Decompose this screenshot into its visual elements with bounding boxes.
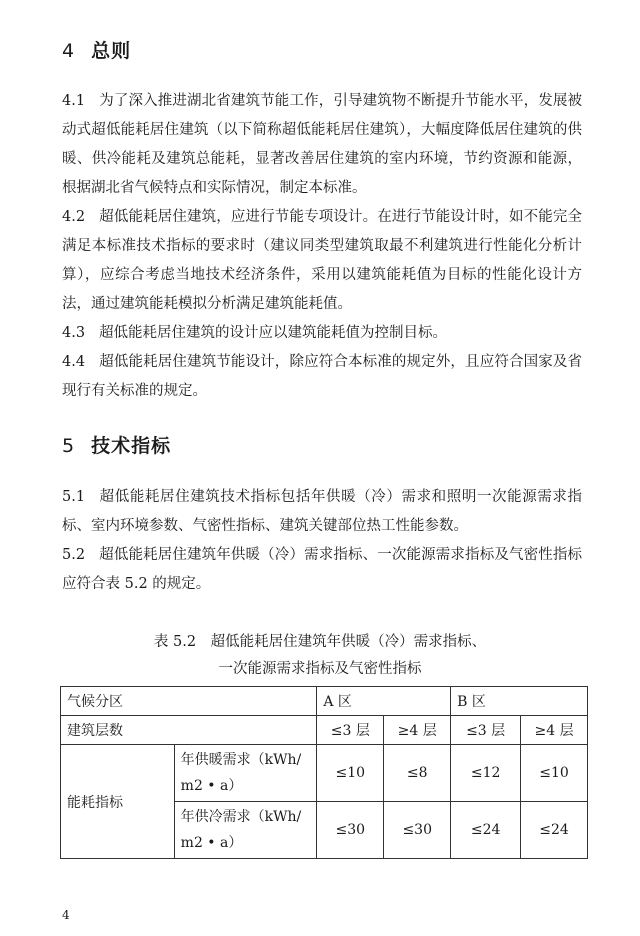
zone-a-header: A 区 xyxy=(317,687,451,716)
cooling-value: ≤24 xyxy=(451,802,521,859)
heating-value: ≤8 xyxy=(384,745,451,802)
paragraph-text: 超低能耗居住建筑节能设计，除应符合本标准的规定外，且应符合国家及省现行有关标准的规定。 xyxy=(62,354,582,399)
floors-a-high: ≥4 层 xyxy=(384,716,451,745)
paragraph-text: 超低能耗居住建筑，应进行节能专项设计。在进行节能设计时，如不能完全满足本标准技术指标的要求时（建议同类型建筑取最不利建筑进行性能化分析计算），应综合考虑当地技术经济条件，采用以建筑能耗值为目标的性能化设计方法，通过建筑能耗模拟分析满足建筑能耗值。 xyxy=(62,209,582,312)
heating-value: ≤12 xyxy=(451,745,521,802)
heating-label-line-2: m2 • a） xyxy=(180,778,243,794)
section-4-number: 4 xyxy=(62,40,76,62)
table-row-heating xyxy=(61,745,588,802)
table-caption-line-1: 表 5.2 超低能耗居住建筑年供暖（冷）需求指标、 xyxy=(153,634,487,650)
paragraph-5-2 xyxy=(62,541,582,599)
building-floors-label: 建筑层数 xyxy=(61,716,317,745)
heating-value: ≤10 xyxy=(521,745,588,802)
cooling-value: ≤30 xyxy=(317,802,384,859)
energy-indicator-label: 能耗指标 xyxy=(61,745,175,859)
paragraph-number: 4.1 xyxy=(62,93,86,109)
paragraph-5-1 xyxy=(62,483,582,541)
paragraph-text: 超低能耗居住建筑的设计应以建筑能耗值为控制目标。 xyxy=(99,325,448,341)
paragraph-number: 4.2 xyxy=(62,209,86,225)
paragraph-4-1 xyxy=(62,87,582,203)
heating-demand-label xyxy=(174,745,317,802)
floors-a-low: ≤3 层 xyxy=(317,716,384,745)
floors-b-low: ≤3 层 xyxy=(451,716,521,745)
cooling-demand-label xyxy=(174,802,317,859)
section-4-title: 总则 xyxy=(91,40,132,62)
section-4-heading xyxy=(62,36,131,63)
paragraph-number: 4.4 xyxy=(62,354,86,370)
section-5-title: 技术指标 xyxy=(91,435,172,457)
page-number: 4 xyxy=(62,908,70,922)
heating-value: ≤10 xyxy=(317,745,384,802)
paragraph-text: 超低能耗居住建筑年供暖（冷）需求指标、一次能源需求指标及气密性指标应符合表 5.2 的规定。 xyxy=(62,547,582,592)
paragraph-text: 为了深入推进湖北省建筑节能工作，引导建筑物不断提升节能水平，发展被动式超低能耗居住建筑（以下简称超低能耗居住建筑），大幅度降低居住建筑的供暖、供冷能耗及建筑总能耗，显著改善居住建筑的室内环境，节约资源和能源，根据湖北省气候特点和实际情况，制定本标准。 xyxy=(62,93,582,196)
paragraph-4-2 xyxy=(62,203,582,319)
paragraph-number: 4.3 xyxy=(62,325,86,341)
paragraph-number: 5.2 xyxy=(62,547,86,563)
floors-b-high: ≥4 层 xyxy=(521,716,588,745)
paragraph-text: 超低能耗居住建筑技术指标包括年供暖（冷）需求和照明一次能源需求指标、室内环境参数、气密性指标、建筑关键部位热工性能参数。 xyxy=(62,489,582,534)
cooling-label-line-1: 年供冷需求（kWh/ xyxy=(180,809,302,825)
table-row-climate xyxy=(61,687,588,716)
cooling-value: ≤24 xyxy=(521,802,588,859)
section-5-heading xyxy=(62,431,171,458)
paragraph-4-4 xyxy=(62,348,582,406)
zone-b-header: B 区 xyxy=(451,687,588,716)
section-5-number: 5 xyxy=(62,435,76,457)
cooling-label-line-2: m2 • a） xyxy=(180,835,243,851)
table-caption-line-2: 一次能源需求指标及气密性指标 xyxy=(218,661,422,677)
paragraph-4-3 xyxy=(62,319,582,348)
cooling-value: ≤30 xyxy=(384,802,451,859)
table-row-floors xyxy=(61,716,588,745)
heating-label-line-1: 年供暖需求（kWh/ xyxy=(180,752,302,768)
paragraph-number: 5.1 xyxy=(62,489,86,505)
table-5-2 xyxy=(60,686,588,859)
climate-zone-label: 气候分区 xyxy=(61,687,317,716)
